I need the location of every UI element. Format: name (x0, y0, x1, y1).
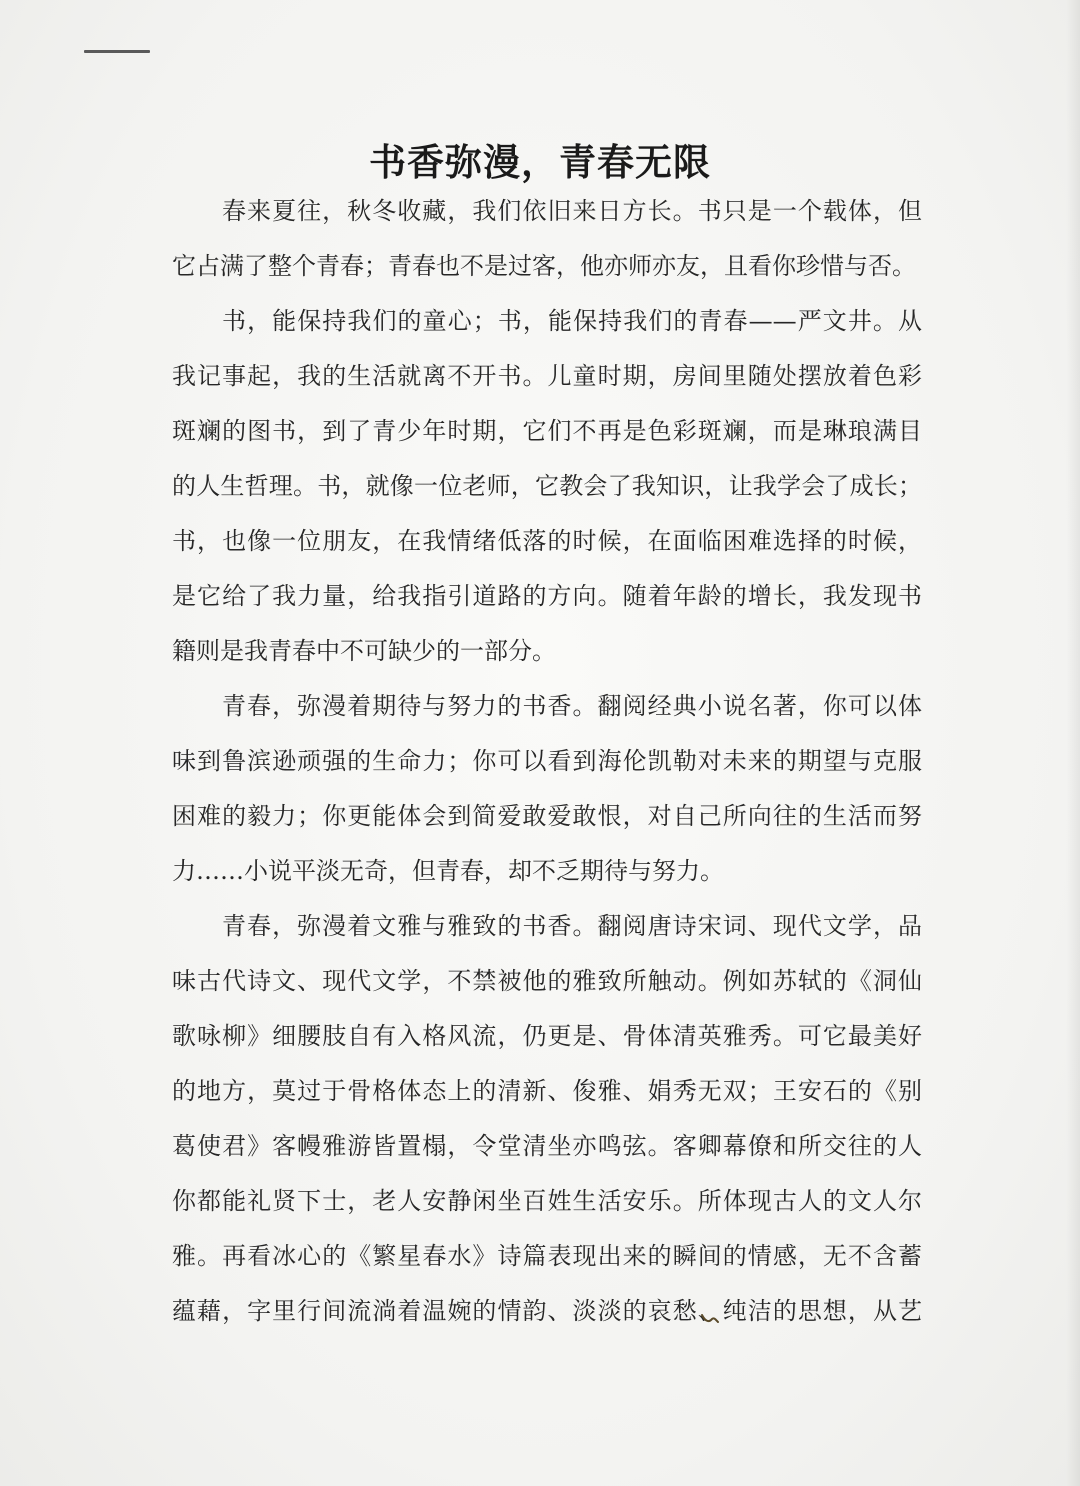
paragraph-1 (172, 184, 922, 294)
paragraph-3 (172, 679, 922, 899)
text-line: 斑斓的图书，到了青少年时期，它们不再是色彩斑斓，而是琳琅满目 (172, 417, 922, 445)
text-line: 你都能礼贤下士，老人安静闲坐百姓生活安乐。所体现古人的文人尔 (172, 1187, 922, 1215)
text-line: 蕴藉，字里行间流淌着温婉的情韵、淡淡的哀愁、纯洁的思想，从艺 (172, 1297, 922, 1325)
text-line: 春来夏往，秋冬收藏，我们依旧来日方长。书只是一个载体，但 (222, 197, 922, 225)
header-rule (84, 50, 150, 53)
paragraph-4 (172, 899, 922, 1339)
text-line: 青春，弥漫着期待与努力的书香。翻阅经典小说名著，你可以体 (222, 692, 922, 720)
text-line: 书，能保持我们的童心；书，能保持我们的青春——严文井。从 (222, 307, 922, 335)
document-body (172, 184, 922, 1339)
text-line: 歌咏柳》细腰肢自有入格风流，仍更是、骨体清英雅秀。可它最美好 (172, 1022, 922, 1050)
text-line: 味到鲁滨逊顽强的生命力；你可以看到海伦凯勒对未来的期望与克服 (172, 747, 922, 775)
text-line: 的人生哲理。书，就像一位老师，它教会了我知识，让我学会了成长； (172, 472, 922, 500)
text-line: 味古代诗文、现代文学，不禁被他的雅致所触动。例如苏轼的《洞仙 (172, 967, 922, 995)
text-line: 葛使君》客幔雅游皆置榻，令堂清坐亦鸣弦。客卿幕僚和所交往的人 (172, 1132, 922, 1160)
text-line: 它占满了整个青春；青春也不是过客，他亦师亦友，且看你珍惜与否。 (172, 252, 916, 280)
text-line: 的地方，莫过于骨格体态上的清新、俊雅、娟秀无双；王安石的《别 (172, 1077, 922, 1105)
text-line: 雅。再看冰心的《繁星春水》诗篇表现出来的瞬间的情感，无不含蓄 (172, 1242, 922, 1270)
text-line: 是它给了我力量，给我指引道路的方向。随着年龄的增长，我发现书 (172, 582, 922, 610)
text-line: 我记事起，我的生活就离不开书。儿童时期，房间里随处摆放着色彩 (172, 362, 922, 390)
document-title: 书香弥漫，青春无限 (369, 140, 711, 184)
text-line: 籍则是我青春中不可缺少的一部分。 (172, 637, 556, 665)
ink-smudge (700, 1311, 720, 1325)
page-edge-shadow (1066, 0, 1080, 1486)
paragraph-2 (172, 294, 922, 679)
text-line: 困难的毅力；你更能体会到简爱敢爱敢恨，对自己所向往的生活而努 (172, 802, 922, 830)
text-line: 青春，弥漫着文雅与雅致的书香。翻阅唐诗宋词、现代文学，品 (222, 912, 922, 940)
text-line: 书，也像一位朋友，在我情绪低落的时候，在面临困难选择的时候， (172, 527, 922, 555)
text-line: 力……小说平淡无奇，但青春，却不乏期待与努力。 (172, 857, 724, 885)
